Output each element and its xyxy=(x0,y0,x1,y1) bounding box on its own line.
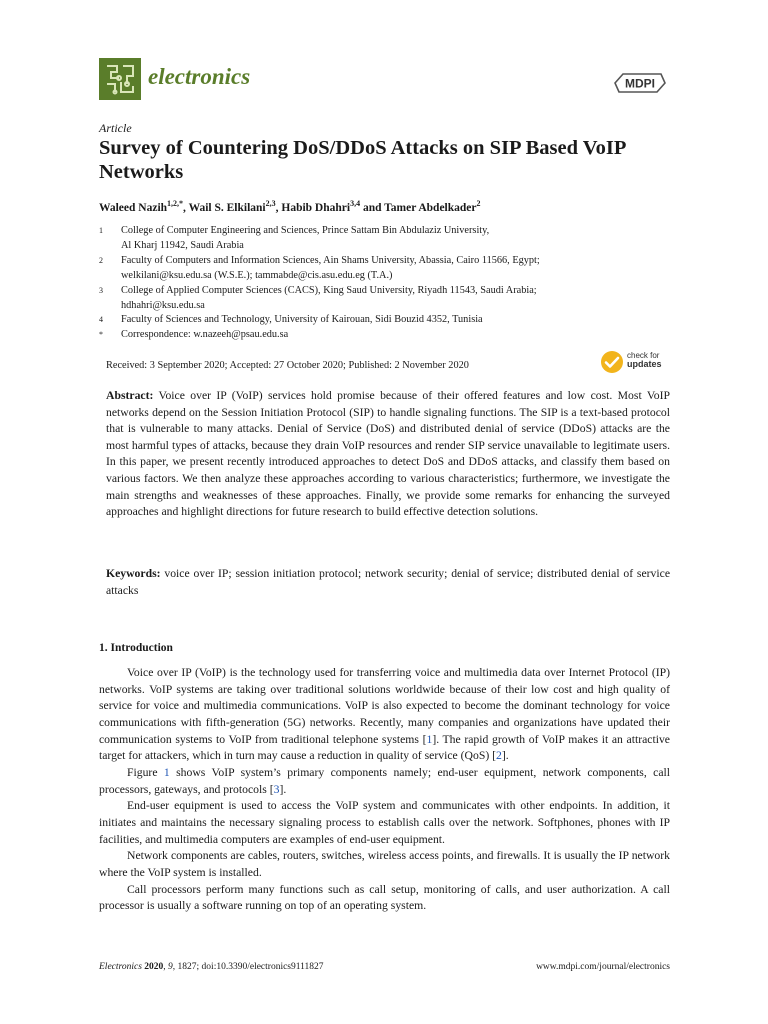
abstract-label: Abstract: xyxy=(106,389,154,402)
abstract xyxy=(106,388,670,521)
publication-dates: Received: 3 September 2020; Accepted: 27 October 2020; Published: 2 November 2020 xyxy=(106,360,469,371)
affiliation-item xyxy=(99,313,679,328)
affiliation-line: Faculty of Computers and Information Sciences, Ain Shams University, Abassia, Cairo 11566, Egypt; xyxy=(121,254,540,266)
affiliation-number: 3 xyxy=(99,285,103,295)
mdpi-logo-text: MDPI xyxy=(625,76,655,91)
author-separator: , xyxy=(183,202,189,214)
affiliation-number: * xyxy=(99,330,103,340)
author-name[interactable]: Wail S. Elkilani xyxy=(188,202,266,214)
affiliation-item xyxy=(99,284,679,314)
paragraph: Voice over IP (VoIP) is the technology used for transferring voice and multimedia data over Internet Protocol (IP) networks. VoIP systems are taking over traditional solutions worldwide because of their low cost and high quality of service for voice and multimedia communications. VoIP is also expected to become the dominant technology for voice communications with fifth-generation (5G) networks. Recently, many companies and organizations have updated their communication systems to VoIP from traditional telephone systems [1]. The rapid growth of VoIP makes it an attractive target for attackers, which in turn may cause a reduction in quality of service (QoS) [2]. xyxy=(99,666,670,763)
abstract-text: Voice over IP (VoIP) services hold promise because of their offered features and low cost. Most VoIP networks depend on the Session Initiation Protocol (SIP) to handle signaling functions. The SIP is a text-based protocol that is vulnerable to many attacks. Denial of Service (DoS) and distributed denial of service (DDoS) attacks are the most harmful types of attacks, because they drain VoIP resources and render SIP service unavailable to legitimate users. In this paper, we present recently introduced approaches to detect DoS and DDoS attacks, and classify them based on various factors. We then analyze these approaches according to various characteristics; furthermore, we investigate the main strengths and weaknesses of these approaches. Finally, we provide some remarks for enhancing the surveyed approaches and highlight directions for future research to build effective detection solutions. xyxy=(106,389,670,519)
affiliation-item xyxy=(99,254,679,284)
keywords-label: Keywords: xyxy=(106,567,161,580)
footer-citation: Electronics 2020, 9, 1827; doi:10.3390/electronics9111827 xyxy=(99,962,324,972)
correspondence-line[interactable]: Correspondence: w.nazeeh@psau.edu.sa xyxy=(121,329,289,341)
keywords-text: voice over IP; session initiation protocol; network security; denial of service; distributed denial of service attacks xyxy=(106,567,671,597)
affiliation-number: 2 xyxy=(99,255,103,265)
affiliation-line: College of Computer Engineering and Sciences, Prince Sattam Bin Abdulaziz University, xyxy=(121,225,490,236)
affiliation-line: Al Kharj 11942, Saudi Arabia xyxy=(121,239,244,251)
citation-link[interactable]: 2 xyxy=(496,749,502,763)
mdpi-logo[interactable] xyxy=(612,70,668,96)
affiliation-list xyxy=(99,224,679,343)
author-affil-sup: 2 xyxy=(476,199,481,209)
section-body xyxy=(99,665,670,915)
paragraph: Call processors perform many functions such as call setup, monitoring of calls, and user authorization. A call processor is usually a software running on top of an operating system. xyxy=(99,882,670,913)
affiliation-email-line[interactable]: welkilani@ksu.edu.sa (W.S.E.); tammabde@cis.asu.edu.eg (T.A.) xyxy=(121,269,393,281)
paragraph: Figure 1 shows VoIP system’s primary components namely; end-user equipment, network components, call processors, gateways, and protocols [3]. xyxy=(99,765,670,796)
affiliation-email-line[interactable]: hdhahri@ksu.edu.sa xyxy=(121,299,205,311)
author-affil-sup: 1,2,* xyxy=(167,199,184,209)
check-updates-label[interactable]: check for updates xyxy=(627,351,662,369)
affiliation-line: Faculty of Sciences and Technology, University of Kairouan, Sidi Bouzid 4352, Tunisia xyxy=(121,314,483,326)
article-type: Article xyxy=(99,121,132,135)
figure-link[interactable]: 1 xyxy=(163,765,170,779)
affiliation-number: 1 xyxy=(99,226,103,235)
section-heading: 1. Introduction xyxy=(99,642,173,654)
author-separator: and xyxy=(360,202,385,214)
affiliation-item xyxy=(99,224,679,254)
journal-name[interactable]: electronics xyxy=(148,64,251,89)
paragraph: Network components are cables, routers, switches, wireless access points, and firewalls. It is usually the IP network where the VoIP system is installed. xyxy=(99,849,670,879)
journal-logo-icon xyxy=(99,58,141,100)
doi-text[interactable]: , 1827; doi:10.3390/electronics9111827 xyxy=(172,962,324,972)
affiliation-number: 4 xyxy=(99,315,103,325)
affiliation-line: College of Applied Computer Sciences (CACS), King Saud University, Riyadh 11543, Saudi Arabia; xyxy=(121,284,537,296)
footer-url[interactable]: www.mdpi.com/journal/electronics xyxy=(536,962,670,972)
author-affil-sup: 2,3 xyxy=(265,199,276,209)
affiliation-item xyxy=(99,328,679,343)
author-name[interactable]: Habib Dhahri xyxy=(281,202,351,214)
citation-link[interactable]: 3 xyxy=(273,782,280,796)
citation-link[interactable]: 1 xyxy=(426,732,433,746)
author-affil-sup: 3,4 xyxy=(350,199,361,209)
author-name[interactable]: Waleed Nazih xyxy=(99,202,168,214)
author-list xyxy=(99,199,481,214)
check-updates-icon xyxy=(600,350,624,374)
keywords xyxy=(106,566,670,599)
author-separator: , xyxy=(275,202,282,214)
paper-title: Survey of Countering DoS/DDoS Attacks on SIP Based VoIP Networks xyxy=(99,137,626,183)
author-name[interactable]: Tamer Abdelkader xyxy=(384,202,477,214)
paragraph: End-user equipment is used to access the VoIP system and communicates with other endpoints. In addition, it initiates and maintains the necessary signaling process to establish calls over the network. Softphones, phones with IP facilities, and multimedia computers are examples of end-user equipment. xyxy=(99,799,670,846)
